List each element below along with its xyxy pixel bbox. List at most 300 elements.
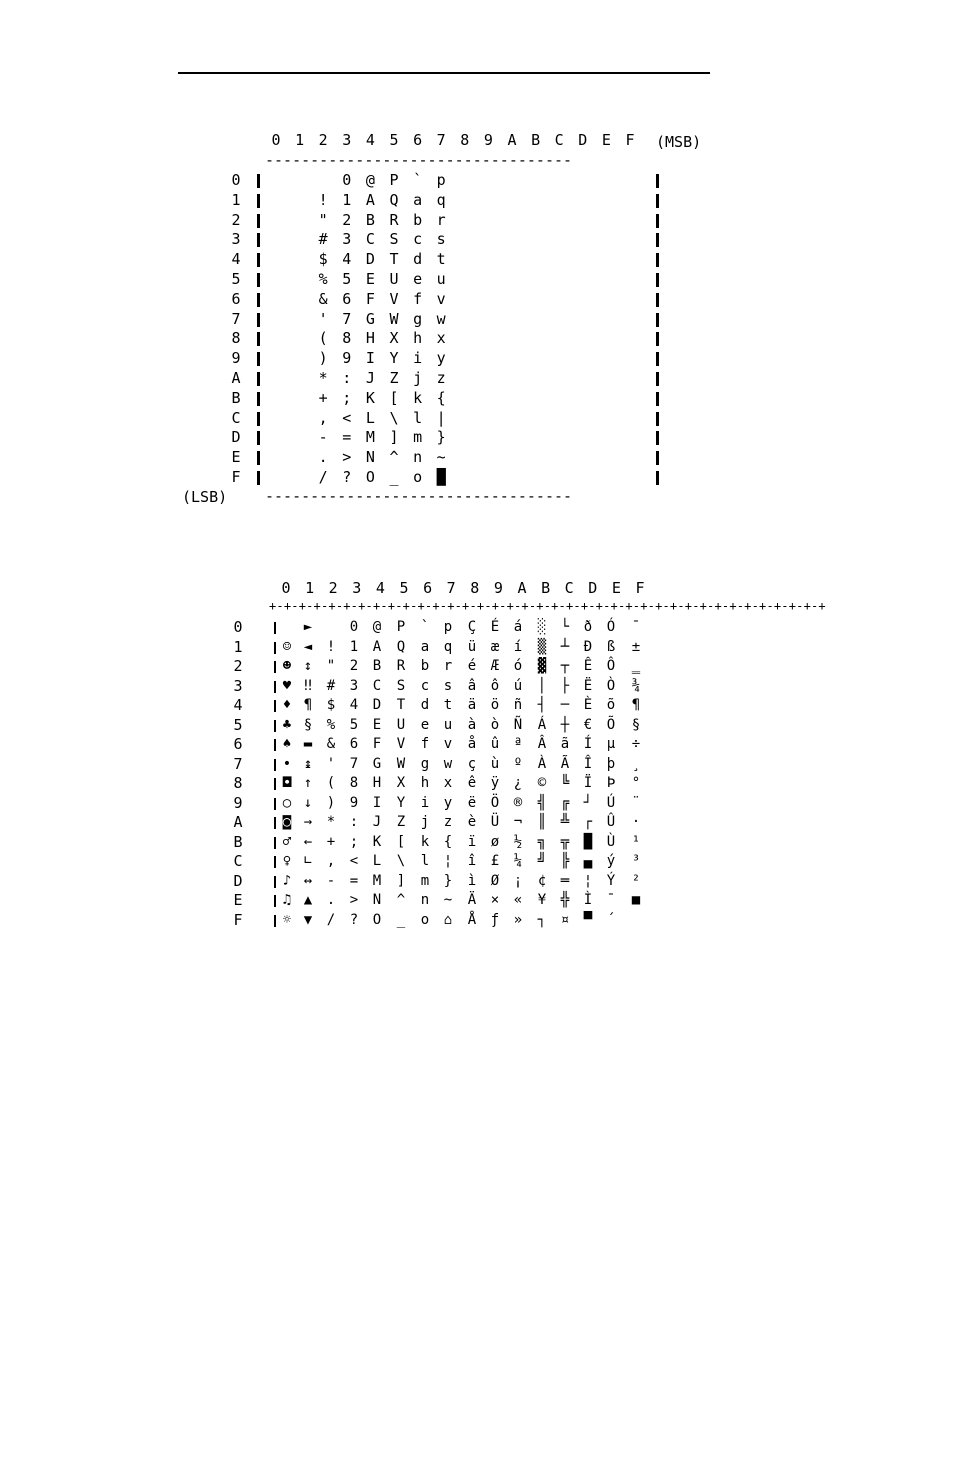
char-cell: K — [365, 388, 375, 407]
char-cell: Ö — [490, 794, 500, 811]
row-header: 8 — [231, 329, 241, 348]
char-cell: ♣ — [282, 716, 292, 733]
char-cell: 2 — [349, 658, 359, 674]
char-cell: @ — [372, 619, 382, 635]
char-cell: û — [490, 736, 500, 752]
char-cell: Z — [389, 369, 399, 387]
row-header: C — [233, 852, 243, 870]
left-border-bar — [257, 253, 260, 267]
lsb-label: (LSB) — [182, 488, 228, 506]
char-cell: ‗ — [631, 658, 641, 674]
char-cell: ↨ — [303, 755, 313, 772]
col-header: 4 — [365, 131, 375, 149]
char-cell: é — [467, 658, 477, 674]
top-dashed-border: ---------------------------------- — [265, 151, 573, 169]
char-cell: 4 — [349, 697, 359, 713]
char-cell: ∟ — [303, 853, 313, 869]
row-header: 1 — [233, 637, 243, 656]
char-cell: ║ — [537, 814, 547, 830]
char-cell: l — [420, 853, 430, 869]
char-cell: / — [318, 468, 328, 486]
char-cell: ╝ — [537, 853, 547, 869]
char-cell: ┬ — [560, 658, 570, 674]
row-header: A — [231, 369, 241, 387]
col-header: B — [541, 579, 551, 597]
char-cell: T — [396, 697, 406, 713]
char-cell: K — [372, 833, 382, 850]
char-cell: o — [413, 468, 423, 486]
char-cell: ƒ — [490, 911, 500, 928]
char-cell: « — [513, 892, 523, 908]
row-header: E — [233, 891, 243, 909]
char-cell: © — [537, 775, 547, 791]
char-cell: I — [372, 794, 382, 811]
char-cell: ¤ — [560, 911, 570, 928]
char-cell: º — [513, 755, 523, 772]
right-border-bar — [656, 214, 659, 228]
char-cell: ¼ — [513, 853, 523, 869]
col-header: 8 — [460, 131, 470, 149]
char-cell: ▓ — [537, 658, 547, 674]
char-cell: { — [436, 388, 446, 407]
bottom-dashed-border: ---------------------------------- — [265, 487, 573, 505]
row-header: 8 — [233, 774, 243, 792]
right-border-bar — [656, 431, 659, 445]
char-cell: â — [467, 677, 477, 694]
char-cell: $ — [318, 250, 328, 269]
char-cell: ┤ — [537, 697, 547, 713]
char-cell: ì — [467, 872, 477, 889]
char-cell: i — [413, 349, 423, 368]
char-cell: 9 — [349, 794, 359, 811]
char-cell: } — [436, 428, 446, 447]
char-cell: u — [443, 716, 453, 733]
col-header: F — [625, 131, 635, 149]
char-cell: g — [420, 755, 430, 772]
char-cell: H — [365, 329, 375, 348]
row-header: 7 — [231, 309, 241, 328]
char-cell: T — [389, 250, 399, 269]
char-cell: ░ — [537, 619, 547, 635]
char-cell: 0 — [349, 619, 359, 635]
left-border-bar — [257, 392, 260, 406]
char-cell: c — [413, 230, 423, 249]
char-cell: & — [318, 289, 328, 308]
row-header: D — [233, 871, 243, 890]
right-border-bar — [656, 194, 659, 208]
char-cell: Ú — [606, 794, 616, 811]
char-cell: s — [436, 230, 446, 249]
row-header: B — [233, 832, 243, 851]
char-cell: ← — [303, 833, 313, 850]
char-cell: = — [342, 428, 352, 447]
char-cell: ♠ — [282, 736, 292, 752]
char-cell: - — [326, 872, 336, 889]
char-cell: B — [365, 210, 375, 229]
char-cell: D — [372, 697, 382, 713]
char-cell: { — [443, 833, 453, 850]
char-cell: ) — [318, 349, 328, 368]
char-cell: < — [349, 853, 359, 869]
col-header: 9 — [483, 131, 493, 149]
char-cell: § — [303, 716, 313, 733]
char-cell: ╣ — [537, 794, 547, 811]
col-header: 7 — [436, 131, 446, 149]
char-cell: ■ — [631, 892, 641, 908]
char-cell: ï — [467, 833, 477, 850]
row-header: 1 — [231, 190, 241, 209]
row-header: 5 — [231, 270, 241, 288]
char-cell: L — [372, 853, 382, 869]
row-header: 7 — [233, 754, 243, 773]
char-cell: ╩ — [560, 814, 570, 830]
char-cell: ! — [318, 190, 328, 209]
char-cell: · — [631, 814, 641, 830]
char-cell: O — [372, 911, 382, 928]
char-cell: # — [318, 230, 328, 249]
char-cell: : — [342, 369, 352, 387]
char-cell: Ü — [490, 814, 500, 830]
row-header: D — [231, 428, 241, 447]
char-cell: à — [467, 716, 477, 733]
char-cell: À — [537, 755, 547, 772]
char-cell: É — [490, 619, 500, 635]
char-cell: ½ — [513, 833, 523, 850]
char-cell: | — [436, 408, 446, 427]
char-cell: ╬ — [560, 892, 570, 908]
row-header: 0 — [233, 618, 243, 636]
col-header: E — [611, 579, 621, 597]
char-cell: a — [420, 638, 430, 655]
char-cell: , — [326, 853, 336, 869]
char-cell: ® — [513, 794, 523, 811]
char-cell — [625, 913, 647, 927]
char-cell: A — [372, 638, 382, 655]
col-header: 9 — [493, 579, 503, 597]
char-cell: ` — [413, 171, 423, 189]
left-border-bar — [257, 174, 260, 188]
row-header: 5 — [233, 715, 243, 734]
char-cell: ' — [326, 755, 336, 772]
col-header: 6 — [413, 131, 423, 149]
char-cell: ê — [467, 775, 477, 791]
char-cell: S — [396, 677, 406, 694]
col-header: 7 — [446, 579, 456, 597]
char-cell: C — [365, 230, 375, 249]
char-cell: h — [420, 775, 430, 791]
char-cell: È — [583, 697, 593, 713]
row-header: 9 — [231, 349, 241, 368]
row-header: 6 — [233, 735, 243, 753]
col-header: C — [564, 579, 574, 597]
char-cell: á — [513, 619, 523, 635]
row-header: B — [231, 388, 241, 407]
char-cell: 5 — [349, 716, 359, 733]
char-cell: ¯ — [631, 619, 641, 635]
char-cell: ♦ — [282, 697, 292, 713]
char-cell: ¶ — [303, 697, 313, 713]
col-header: 3 — [352, 579, 362, 597]
char-cell: ┘ — [583, 794, 593, 811]
char-cell: k — [413, 388, 423, 407]
char-cell: ' — [318, 309, 328, 328]
char-cell: Ô — [606, 658, 616, 674]
char-cell: q — [436, 190, 446, 209]
row-header: 3 — [231, 230, 241, 249]
row-header: F — [233, 910, 243, 929]
char-cell: x — [436, 329, 446, 348]
char-cell: o — [420, 911, 430, 928]
char-cell: ; — [342, 388, 352, 407]
char-cell — [320, 620, 342, 634]
left-border-bar — [257, 451, 260, 465]
char-cell: î — [467, 853, 477, 869]
char-cell: \ — [396, 853, 406, 869]
char-cell: ◄ — [303, 638, 313, 655]
char-cell: ¥ — [537, 892, 547, 908]
char-cell: @ — [365, 171, 375, 189]
char-cell: ¬ — [513, 814, 523, 830]
char-cell: Ø — [490, 872, 500, 889]
char-cell: F — [365, 289, 375, 308]
char-cell: € — [583, 716, 593, 733]
char-cell: h — [413, 329, 423, 348]
row-header: 9 — [233, 793, 243, 812]
char-cell: 1 — [342, 190, 352, 209]
char-cell: ^ — [396, 892, 406, 908]
char-cell: Û — [606, 814, 616, 830]
char-cell: Õ — [606, 716, 616, 733]
char-cell: þ — [606, 755, 616, 772]
char-cell: n — [413, 448, 423, 467]
row-header: 6 — [231, 289, 241, 308]
char-cell: ý — [606, 853, 616, 869]
char-cell: N — [365, 448, 375, 467]
char-cell: U — [389, 270, 399, 288]
char-cell: õ — [606, 697, 616, 713]
char-cell: ↔ — [303, 872, 313, 889]
char-cell: ` — [420, 619, 430, 635]
char-cell: Í — [583, 736, 593, 752]
left-border-bar — [257, 332, 260, 346]
char-cell: % — [326, 716, 336, 733]
char-cell: Ó — [606, 619, 616, 635]
left-border-bar — [257, 273, 260, 287]
char-cell: ¹ — [631, 833, 641, 850]
char-cell: ø — [490, 833, 500, 850]
char-cell: x — [443, 775, 453, 791]
char-cell: b — [413, 210, 423, 229]
char-cell: . — [326, 892, 336, 908]
char-cell: ( — [326, 775, 336, 791]
char-cell: B — [372, 658, 382, 674]
char-cell: ; — [349, 833, 359, 850]
row-header: A — [233, 813, 243, 831]
char-cell: ○ — [282, 794, 292, 811]
char-cell: æ — [490, 638, 500, 655]
char-cell: ó — [513, 658, 523, 674]
char-cell — [276, 620, 298, 634]
char-cell: X — [396, 775, 406, 791]
char-cell: W — [396, 755, 406, 772]
char-cell: = — [349, 872, 359, 889]
char-cell: ¯ — [606, 892, 616, 908]
char-cell: ~ — [443, 892, 453, 908]
char-cell: ª — [513, 736, 523, 752]
left-border-bar — [257, 431, 260, 445]
top-rule — [178, 72, 710, 74]
char-cell: ⌂ — [443, 911, 453, 928]
char-cell: D — [365, 250, 375, 269]
char-cell: m — [420, 872, 430, 889]
right-border-bar — [656, 253, 659, 267]
char-cell: ü — [467, 638, 477, 655]
char-cell: ▲ — [303, 892, 313, 908]
char-cell: 6 — [342, 289, 352, 308]
char-cell: ↕ — [303, 658, 313, 674]
char-cell: ß — [606, 638, 616, 655]
char-cell: w — [436, 309, 446, 328]
char-cell: 1 — [349, 638, 359, 655]
char-cell: Ä — [467, 892, 477, 908]
row-header: 4 — [231, 250, 241, 269]
char-cell: 5 — [342, 270, 352, 288]
char-cell: L — [365, 408, 375, 427]
col-header: C — [554, 131, 564, 149]
char-cell: R — [396, 658, 406, 674]
char-cell: Ñ — [513, 716, 523, 733]
char-cell: $ — [326, 697, 336, 713]
char-cell: ( — [318, 329, 328, 348]
char-cell: ç — [467, 755, 477, 772]
char-cell: A — [365, 190, 375, 209]
char-cell: e — [420, 716, 430, 733]
char-cell: + — [326, 833, 336, 850]
char-cell: ▄ — [583, 853, 593, 869]
char-cell: ù — [490, 755, 500, 772]
col-header: 2 — [318, 131, 328, 149]
char-cell: j — [420, 814, 430, 830]
char-cell — [313, 173, 333, 188]
left-border-bar — [257, 214, 260, 228]
char-cell: Y — [396, 794, 406, 811]
char-cell: ╚ — [560, 775, 570, 791]
char-cell: # — [326, 677, 336, 694]
char-cell: p — [443, 619, 453, 635]
char-cell: ± — [631, 638, 641, 655]
char-cell: ↑ — [303, 775, 313, 791]
char-cell: P — [389, 171, 399, 189]
char-cell: W — [389, 309, 399, 328]
char-cell: Ò — [606, 677, 616, 694]
left-border-bar — [257, 233, 260, 247]
char-cell: ♫ — [282, 892, 292, 908]
char-cell: f — [420, 736, 430, 752]
col-header: 5 — [399, 579, 409, 597]
char-cell: ─ — [560, 697, 570, 713]
col-header: F — [635, 579, 645, 597]
char-cell: Ý — [606, 872, 616, 889]
char-cell: å — [467, 736, 477, 752]
char-cell: ú — [513, 677, 523, 694]
char-cell: \ — [389, 408, 399, 427]
char-cell: g — [413, 309, 423, 328]
right-border-bar — [656, 273, 659, 287]
char-cell: n — [420, 892, 430, 908]
char-cell: r — [436, 210, 446, 229]
left-border-bar — [257, 412, 260, 426]
left-border-bar — [257, 194, 260, 208]
char-cell: ╗ — [537, 833, 547, 850]
char-cell: _ — [396, 911, 406, 928]
char-cell: ╦ — [560, 833, 570, 850]
char-cell: í — [513, 638, 523, 655]
col-header: 6 — [423, 579, 433, 597]
char-cell: : — [349, 814, 359, 830]
char-cell: & — [326, 736, 336, 752]
char-cell: • — [282, 755, 292, 772]
char-cell: ~ — [436, 448, 446, 467]
char-cell: µ — [606, 736, 616, 752]
char-cell: Đ — [583, 638, 593, 655]
char-cell: d — [413, 250, 423, 269]
char-cell: █ — [583, 833, 593, 850]
char-cell: . — [318, 448, 328, 467]
char-cell: ³ — [631, 853, 641, 869]
char-cell: ¦ — [583, 872, 593, 889]
char-cell: ñ — [513, 697, 523, 713]
char-cell: r — [443, 658, 453, 674]
char-cell: i — [420, 794, 430, 811]
char-cell: £ — [490, 853, 500, 869]
col-header: E — [601, 131, 611, 149]
char-cell: ¦ — [443, 853, 453, 869]
right-border-bar — [656, 372, 659, 386]
char-cell: ¨ — [631, 794, 641, 811]
char-cell: C — [372, 677, 382, 694]
char-cell: P — [396, 619, 406, 635]
char-cell: - — [318, 428, 328, 447]
char-cell: c — [420, 677, 430, 694]
char-cell: q — [443, 638, 453, 655]
char-cell: ┌ — [583, 814, 593, 830]
char-cell: < — [342, 408, 352, 427]
char-cell: G — [365, 309, 375, 328]
char-cell: ¾ — [631, 677, 641, 694]
char-cell: Ê — [583, 658, 593, 674]
char-cell: > — [342, 448, 352, 467]
left-border-bar — [257, 372, 260, 386]
char-cell: 3 — [342, 230, 352, 249]
char-cell: / — [326, 911, 336, 928]
char-cell: m — [413, 428, 423, 447]
char-cell: ò — [490, 716, 500, 733]
char-cell: } — [443, 872, 453, 889]
char-cell: [ — [396, 833, 406, 850]
char-cell: ö — [490, 697, 500, 713]
char-cell: s — [443, 677, 453, 694]
left-border-bar — [257, 471, 260, 485]
char-cell: a — [413, 190, 423, 209]
col-header: D — [588, 579, 598, 597]
char-cell: z — [436, 369, 446, 387]
right-border-bar — [656, 471, 659, 485]
char-cell: X — [389, 329, 399, 348]
char-cell: Ù — [606, 833, 616, 850]
char-cell: ² — [631, 872, 641, 889]
char-cell: j — [413, 369, 423, 387]
char-cell: S — [389, 230, 399, 249]
